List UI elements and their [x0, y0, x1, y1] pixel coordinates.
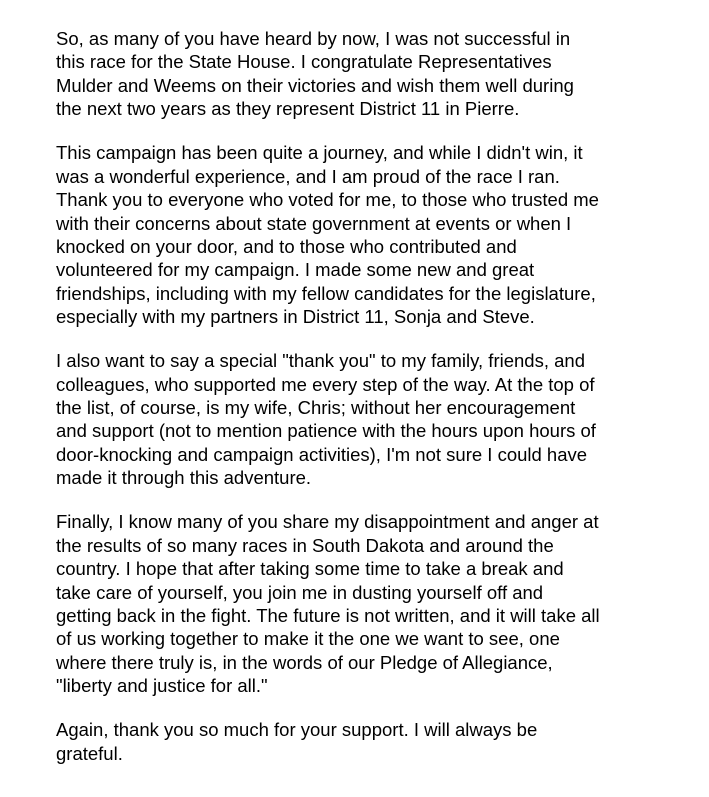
paragraph: [56, 510, 679, 697]
text-line: especially with my partners in District 11, Sonja and Steve.: [56, 306, 535, 328]
text-line: the results of so many races in South Dakota and around the: [56, 534, 554, 556]
text-line: knocked on your door, and to those who contributed and: [56, 235, 517, 257]
text-line: colleagues, who supported me every step of the way. At the top of: [56, 373, 595, 395]
text-line: I also want to say a special "thank you" to my family, friends, and: [56, 350, 585, 372]
text-line: Finally, I know many of you share my disappointment and anger at: [56, 511, 599, 533]
text-line: take care of yourself, you join me in dusting yourself off and: [56, 581, 544, 603]
text-line: country. I hope that after taking some time to take a break and: [56, 558, 564, 580]
text-line: the list, of course, is my wife, Chris; without her encouragement: [56, 397, 576, 419]
paragraph: [56, 349, 679, 489]
text-line: was a wonderful experience, and I am proud of the race I ran.: [56, 165, 560, 187]
text-line: So, as many of you have heard by now, I was not successful in: [56, 28, 571, 49]
text-line: grateful.: [56, 742, 123, 764]
text-line: "liberty and justice for all.": [56, 675, 268, 697]
text-line: door-knocking and campaign activities), I'm not sure I could have: [56, 443, 588, 465]
text-line: and support (not to mention patience with the hours upon hours of: [56, 420, 596, 442]
paragraph: [56, 27, 679, 121]
text-line: Thank you to everyone who voted for me, to those who trusted me: [56, 189, 599, 211]
text-line: This campaign has been quite a journey, and while I didn't win, it: [56, 142, 583, 164]
text-line: with their concerns about state government at events or when I: [56, 212, 572, 234]
text-line: the next two years as they represent District 11 in Pierre.: [56, 98, 520, 120]
text-line: Again, thank you so much for your support. I will always be: [56, 719, 538, 741]
text-line: this race for the State House. I congratulate Representatives: [56, 51, 552, 73]
text-line: volunteered for my campaign. I made some new and great: [56, 259, 535, 281]
text-line: made it through this adventure.: [56, 467, 312, 489]
paragraph: [56, 718, 679, 765]
text-line: getting back in the fight. The future is not written, and it will take all: [56, 605, 600, 626]
text-line: friendships, including with my fellow candidates for the legislature,: [56, 282, 596, 304]
paragraph: [56, 141, 679, 328]
text-line: of us working together to make it the one we want to see, one: [56, 628, 560, 650]
text-line: where there truly is, in the words of our Pledge of Allegiance,: [56, 651, 553, 673]
text-line: Mulder and Weems on their victories and wish them well during: [56, 74, 574, 96]
